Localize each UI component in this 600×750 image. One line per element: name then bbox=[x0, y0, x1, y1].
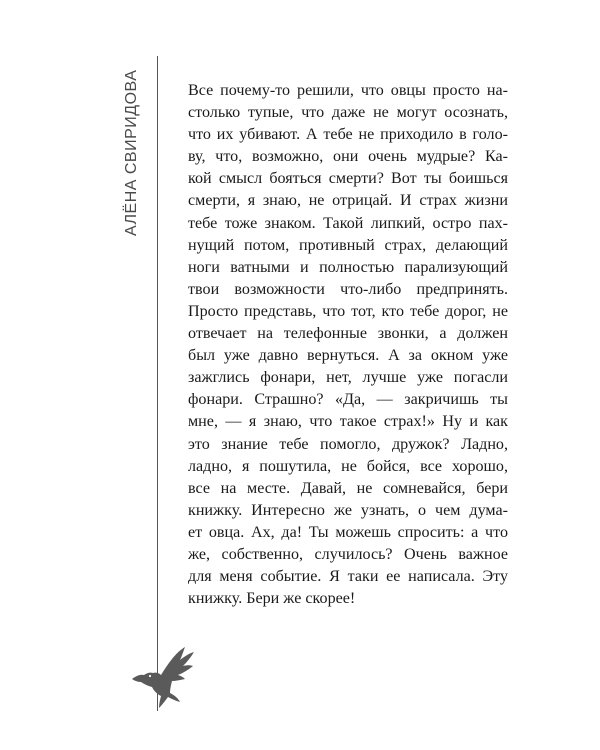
text-line: твои возможности что-либо предпринять. bbox=[188, 280, 508, 298]
text-line: это знание тебе помогло, дружок? Ладно, bbox=[188, 435, 508, 453]
text-line: ет овца. Ах, да! Ты можешь спросить: а что bbox=[188, 523, 508, 541]
dove-body bbox=[132, 647, 194, 708]
dove-eye bbox=[149, 675, 151, 677]
text-line: фонари. Страшно? «Да, — закричишь ты bbox=[188, 391, 508, 409]
text-line: тебе тоже знаком. Такой липкий, остро пах- bbox=[188, 214, 508, 232]
text-line: же, собственно, случилось? Очень важное bbox=[188, 545, 508, 563]
text-line: книжку. Интересно же узнать, о чем дума- bbox=[188, 501, 508, 519]
text-line: ноги ватными и полностью парализующий bbox=[188, 258, 508, 276]
text-line: столько тупые, что даже не могут осознать, bbox=[188, 104, 508, 122]
text-line: нущий потом, противный страх, делающий bbox=[188, 236, 508, 254]
text-line: мне, — я знаю, что такое страх!» Ну и как bbox=[188, 413, 508, 431]
body-text bbox=[188, 80, 508, 610]
text-line: был уже давно вернуться. А за окном уже bbox=[188, 347, 508, 365]
text-line: для меня событие. Я таки ее написала. Эту bbox=[188, 568, 508, 586]
text-line: зажглись фонари, нет, лучше уже погасли bbox=[188, 369, 508, 387]
text-line: все на месте. Давай, не сомневайся, бери bbox=[188, 479, 508, 497]
text-line: книжку. Бери же скорее! bbox=[188, 590, 356, 608]
text-line: ладно, я пошутила, не бойся, все хорошо, bbox=[188, 457, 508, 475]
dove-icon bbox=[128, 635, 198, 710]
author-name: АЛЁНА СВИРИДОВА bbox=[123, 70, 140, 237]
text-line: кой смысл бояться смерти? Вот ты боишься bbox=[188, 170, 508, 188]
vertical-rule bbox=[157, 56, 158, 711]
text-line: что их убивают. А тебе не приходило в голо- bbox=[188, 126, 508, 144]
text-line: отвечает на телефонные звонки, а должен bbox=[188, 325, 508, 343]
text-line: ву, что, возможно, они очень мудрые? Ка- bbox=[188, 148, 508, 166]
text-line: Просто представь, что тот, кто тебе дорог, не bbox=[188, 302, 508, 320]
text-line: смерти, я знаю, не отрицай. И страх жизни bbox=[188, 192, 508, 210]
text-line: Все почему-то решили, что овцы просто на- bbox=[188, 82, 508, 99]
